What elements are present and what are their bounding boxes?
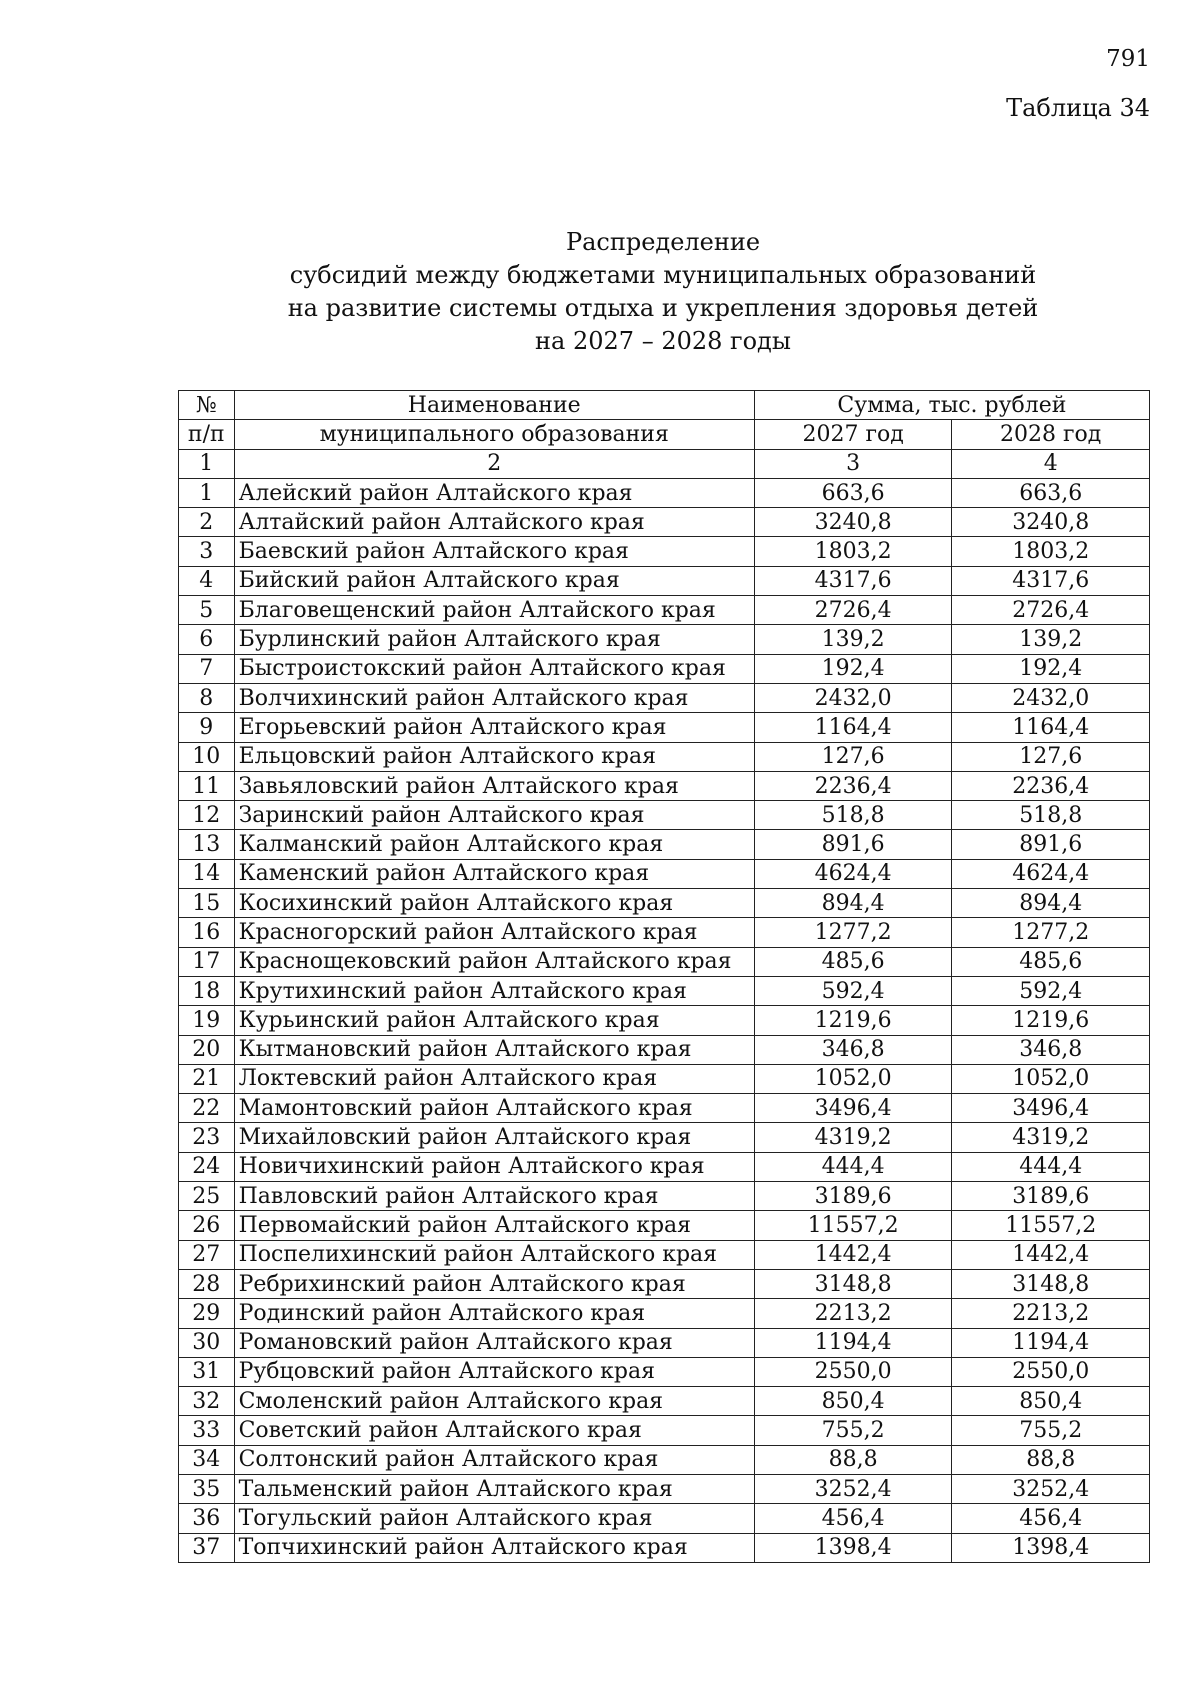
- row-number: 18: [179, 976, 235, 1005]
- row-number: 11: [179, 771, 235, 800]
- table-row: [179, 859, 1150, 888]
- title-line: на развитие системы отдыха и укрепления здоровья детей: [287, 294, 1039, 322]
- amount-2027: 1398,4: [754, 1533, 952, 1562]
- row-number: 33: [179, 1416, 235, 1445]
- table-row: [179, 801, 1150, 830]
- header-year-2028: 2028 год: [952, 420, 1150, 449]
- page-number: 791: [1106, 46, 1150, 72]
- amount-2028: 485,6: [952, 947, 1150, 976]
- row-number: 10: [179, 742, 235, 771]
- row-number: 37: [179, 1533, 235, 1562]
- municipality-name: Баевский район Алтайского края: [234, 537, 754, 566]
- table-row: [179, 566, 1150, 595]
- amount-2028: 139,2: [952, 625, 1150, 654]
- amount-2028: 891,6: [952, 830, 1150, 859]
- table-row: [179, 1152, 1150, 1181]
- amount-2028: 1803,2: [952, 537, 1150, 566]
- header-row: [179, 420, 1150, 449]
- amount-2027: 891,6: [754, 830, 952, 859]
- amount-2028: 4319,2: [952, 1123, 1150, 1152]
- title-line: на 2027 – 2028 годы: [535, 327, 791, 355]
- amount-2027: 1442,4: [754, 1240, 952, 1269]
- amount-2028: 1277,2: [952, 918, 1150, 947]
- amount-2027: 894,4: [754, 889, 952, 918]
- amount-2027: 518,8: [754, 801, 952, 830]
- table-row: [179, 654, 1150, 683]
- row-number: 12: [179, 801, 235, 830]
- table-header: [179, 391, 1150, 479]
- amount-2027: 2213,2: [754, 1299, 952, 1328]
- row-number: 21: [179, 1064, 235, 1093]
- municipality-name: Романовский район Алтайского края: [234, 1328, 754, 1357]
- row-number: 15: [179, 889, 235, 918]
- table-row: [179, 947, 1150, 976]
- amount-2027: 485,6: [754, 947, 952, 976]
- amount-2027: 444,4: [754, 1152, 952, 1181]
- row-number: 1: [179, 478, 235, 507]
- municipality-name: Егорьевский район Алтайского края: [234, 713, 754, 742]
- amount-2028: 127,6: [952, 742, 1150, 771]
- municipality-name: Солтонский район Алтайского края: [234, 1445, 754, 1474]
- municipality-name: Михайловский район Алтайского края: [234, 1123, 754, 1152]
- table-row: [179, 1299, 1150, 1328]
- amount-2027: 1803,2: [754, 537, 952, 566]
- amount-2027: 456,4: [754, 1504, 952, 1533]
- amount-2028: 3189,6: [952, 1182, 1150, 1211]
- header-sum: Сумма, тыс. рублей: [754, 391, 1149, 420]
- amount-2027: 2550,0: [754, 1357, 952, 1386]
- table-row: [179, 683, 1150, 712]
- amount-2027: 192,4: [754, 654, 952, 683]
- municipality-name: Новичихинский район Алтайского края: [234, 1152, 754, 1181]
- row-number: 31: [179, 1357, 235, 1386]
- table-row: [179, 771, 1150, 800]
- amount-2027: 3189,6: [754, 1182, 952, 1211]
- amount-2028: 88,8: [952, 1445, 1150, 1474]
- title-line: субсидий между бюджетами муниципальных образований: [289, 261, 1037, 289]
- amount-2027: 755,2: [754, 1416, 952, 1445]
- municipality-name: Алтайский район Алтайского края: [234, 508, 754, 537]
- table-label: Таблица 34: [1006, 94, 1150, 122]
- amount-2028: 346,8: [952, 1035, 1150, 1064]
- municipality-name: Родинский район Алтайского края: [234, 1299, 754, 1328]
- amount-2027: 850,4: [754, 1387, 952, 1416]
- row-number: 6: [179, 625, 235, 654]
- amount-2028: 1052,0: [952, 1064, 1150, 1093]
- row-number: 36: [179, 1504, 235, 1533]
- amount-2027: 11557,2: [754, 1211, 952, 1240]
- amount-2028: 192,4: [952, 654, 1150, 683]
- column-index-row: [179, 449, 1150, 478]
- table-row: [179, 1357, 1150, 1386]
- row-number: 22: [179, 1094, 235, 1123]
- amount-2027: 88,8: [754, 1445, 952, 1474]
- amount-2027: 663,6: [754, 478, 952, 507]
- municipality-name: Рубцовский район Алтайского края: [234, 1357, 754, 1386]
- amount-2027: 3148,8: [754, 1269, 952, 1298]
- row-number: 35: [179, 1474, 235, 1503]
- table-row: [179, 1387, 1150, 1416]
- amount-2028: 894,4: [952, 889, 1150, 918]
- municipality-name: Крутихинский район Алтайского края: [234, 976, 754, 1005]
- municipality-name: Мамонтовский район Алтайского края: [234, 1094, 754, 1123]
- amount-2028: 2432,0: [952, 683, 1150, 712]
- header-year-2027: 2027 год: [754, 420, 952, 449]
- table-row: [179, 713, 1150, 742]
- row-number: 24: [179, 1152, 235, 1181]
- row-number: 5: [179, 596, 235, 625]
- row-number: 34: [179, 1445, 235, 1474]
- municipality-name: Благовещенский район Алтайского края: [234, 596, 754, 625]
- table-row: [179, 1064, 1150, 1093]
- amount-2027: 4624,4: [754, 859, 952, 888]
- amount-2027: 1194,4: [754, 1328, 952, 1357]
- amount-2027: 127,6: [754, 742, 952, 771]
- amount-2027: 4319,2: [754, 1123, 952, 1152]
- amount-2028: 3148,8: [952, 1269, 1150, 1298]
- column-index: 1: [179, 449, 235, 478]
- row-number: 3: [179, 537, 235, 566]
- amount-2028: 4624,4: [952, 859, 1150, 888]
- row-number: 20: [179, 1035, 235, 1064]
- municipality-name: Краснощековский район Алтайского края: [234, 947, 754, 976]
- municipality-name: Калманский район Алтайского края: [234, 830, 754, 859]
- column-index: 4: [952, 449, 1150, 478]
- municipality-name: Красногорский район Алтайского края: [234, 918, 754, 947]
- document-title: [260, 226, 1066, 358]
- amount-2027: 3252,4: [754, 1474, 952, 1503]
- municipality-name: Павловский район Алтайского края: [234, 1182, 754, 1211]
- municipality-name: Курьинский район Алтайского края: [234, 1006, 754, 1035]
- table-row: [179, 1328, 1150, 1357]
- row-number: 25: [179, 1182, 235, 1211]
- amount-2028: 1398,4: [952, 1533, 1150, 1562]
- table-row: [179, 889, 1150, 918]
- municipality-name: Быстроистокский район Алтайского края: [234, 654, 754, 683]
- municipality-name: Топчихинский район Алтайского края: [234, 1533, 754, 1562]
- row-number: 2: [179, 508, 235, 537]
- table-row: [179, 1533, 1150, 1562]
- table-row: [179, 1094, 1150, 1123]
- municipality-name: Советский район Алтайского края: [234, 1416, 754, 1445]
- municipality-name: Алейский район Алтайского края: [234, 478, 754, 507]
- row-number: 16: [179, 918, 235, 947]
- amount-2028: 518,8: [952, 801, 1150, 830]
- amount-2028: 3496,4: [952, 1094, 1150, 1123]
- municipality-name: Тальменский район Алтайского края: [234, 1474, 754, 1503]
- table-row: [179, 918, 1150, 947]
- table-row: [179, 1182, 1150, 1211]
- table-row: [179, 596, 1150, 625]
- row-number: 26: [179, 1211, 235, 1240]
- column-index: 3: [754, 449, 952, 478]
- header-number: №: [179, 391, 235, 420]
- amount-2028: 1194,4: [952, 1328, 1150, 1357]
- amount-2028: 663,6: [952, 478, 1150, 507]
- municipality-name: Тогульский район Алтайского края: [234, 1504, 754, 1533]
- amount-2027: 3496,4: [754, 1094, 952, 1123]
- municipality-name: Завьяловский район Алтайского края: [234, 771, 754, 800]
- amount-2027: 346,8: [754, 1035, 952, 1064]
- header-name: Наименование: [234, 391, 754, 420]
- column-index: 2: [234, 449, 754, 478]
- municipality-name: Каменский район Алтайского края: [234, 859, 754, 888]
- municipality-name: Поспелихинский район Алтайского края: [234, 1240, 754, 1269]
- amount-2028: 444,4: [952, 1152, 1150, 1181]
- table-row: [179, 742, 1150, 771]
- row-number: 28: [179, 1269, 235, 1298]
- row-number: 4: [179, 566, 235, 595]
- amount-2028: 2236,4: [952, 771, 1150, 800]
- municipality-name: Бийский район Алтайского края: [234, 566, 754, 595]
- row-number: 9: [179, 713, 235, 742]
- amount-2027: 2236,4: [754, 771, 952, 800]
- amount-2028: 1219,6: [952, 1006, 1150, 1035]
- table-row: [179, 1474, 1150, 1503]
- municipality-name: Первомайский район Алтайского края: [234, 1211, 754, 1240]
- table-row: [179, 1445, 1150, 1474]
- table-row: [179, 1211, 1150, 1240]
- table-row: [179, 478, 1150, 507]
- amount-2027: 1164,4: [754, 713, 952, 742]
- table-body: [179, 478, 1150, 1562]
- amount-2028: 592,4: [952, 976, 1150, 1005]
- amount-2027: 139,2: [754, 625, 952, 654]
- distribution-table: [178, 390, 1150, 1563]
- amount-2027: 2432,0: [754, 683, 952, 712]
- amount-2028: 755,2: [952, 1416, 1150, 1445]
- row-number: 29: [179, 1299, 235, 1328]
- table-row: [179, 976, 1150, 1005]
- row-number: 23: [179, 1123, 235, 1152]
- amount-2028: 11557,2: [952, 1211, 1150, 1240]
- table-row: [179, 1504, 1150, 1533]
- table-row: [179, 830, 1150, 859]
- header-row: [179, 391, 1150, 420]
- row-number: 13: [179, 830, 235, 859]
- amount-2028: 3240,8: [952, 508, 1150, 537]
- row-number: 19: [179, 1006, 235, 1035]
- header-name-sub: муниципального образования: [234, 420, 754, 449]
- row-number: 7: [179, 654, 235, 683]
- amount-2028: 850,4: [952, 1387, 1150, 1416]
- amount-2028: 456,4: [952, 1504, 1150, 1533]
- title-line: Распределение: [565, 228, 761, 256]
- table-row: [179, 1123, 1150, 1152]
- amount-2027: 1052,0: [754, 1064, 952, 1093]
- amount-2028: 4317,6: [952, 566, 1150, 595]
- amount-2027: 3240,8: [754, 508, 952, 537]
- row-number: 8: [179, 683, 235, 712]
- table-row: [179, 1269, 1150, 1298]
- row-number: 14: [179, 859, 235, 888]
- amount-2027: 2726,4: [754, 596, 952, 625]
- amount-2028: 1164,4: [952, 713, 1150, 742]
- municipality-name: Волчихинский район Алтайского края: [234, 683, 754, 712]
- amount-2028: 2726,4: [952, 596, 1150, 625]
- municipality-name: Кытмановский район Алтайского края: [234, 1035, 754, 1064]
- table-row: [179, 625, 1150, 654]
- amount-2027: 592,4: [754, 976, 952, 1005]
- table-row: [179, 508, 1150, 537]
- municipality-name: Ребрихинский район Алтайского края: [234, 1269, 754, 1298]
- municipality-name: Ельцовский район Алтайского края: [234, 742, 754, 771]
- row-number: 30: [179, 1328, 235, 1357]
- amount-2028: 2550,0: [952, 1357, 1150, 1386]
- municipality-name: Заринский район Алтайского края: [234, 801, 754, 830]
- amount-2028: 2213,2: [952, 1299, 1150, 1328]
- table-row: [179, 1416, 1150, 1445]
- amount-2027: 1277,2: [754, 918, 952, 947]
- municipality-name: Косихинский район Алтайского края: [234, 889, 754, 918]
- table-row: [179, 1035, 1150, 1064]
- municipality-name: Бурлинский район Алтайского края: [234, 625, 754, 654]
- table-row: [179, 1240, 1150, 1269]
- amount-2028: 3252,4: [952, 1474, 1150, 1503]
- amount-2027: 4317,6: [754, 566, 952, 595]
- row-number: 32: [179, 1387, 235, 1416]
- row-number: 27: [179, 1240, 235, 1269]
- table-row: [179, 1006, 1150, 1035]
- header-number-sub: п/п: [179, 420, 235, 449]
- municipality-name: Локтевский район Алтайского края: [234, 1064, 754, 1093]
- municipality-name: Смоленский район Алтайского края: [234, 1387, 754, 1416]
- table-row: [179, 537, 1150, 566]
- amount-2028: 1442,4: [952, 1240, 1150, 1269]
- row-number: 17: [179, 947, 235, 976]
- amount-2027: 1219,6: [754, 1006, 952, 1035]
